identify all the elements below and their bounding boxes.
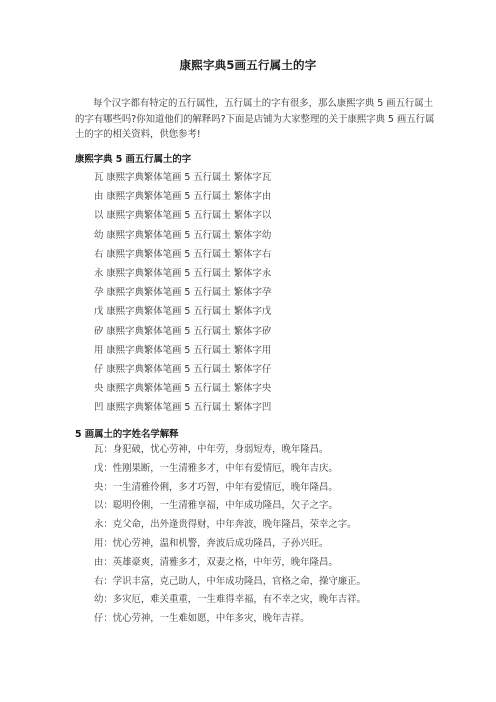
list-item: 凹 康熙字典繁体笔画 5 五行属土 繁体字凹 <box>94 402 272 414</box>
explanation-list <box>94 441 366 629</box>
list-item: 仔：忧心劳神，一生难如愿，中年多灾，晚年吉祥。 <box>94 613 310 625</box>
list-item: 矽 康熙字典繁体笔画 5 五行属土 繁体字矽 <box>94 325 272 337</box>
list-item: 幼：多灾厄，难关重重，一生难得幸福，有不幸之灾，晚年吉祥。 <box>94 594 366 606</box>
list-item: 央：一生清雅伶俐，多才巧智，中年有爱情厄，晚年隆昌。 <box>94 481 338 493</box>
section-heading-explanations: 5 画属土的字姓名学解释 <box>75 429 179 440</box>
list-item: 以：聪明伶俐，一生清雅享福，中年成功隆昌，欠子之字。 <box>94 500 338 512</box>
list-item: 右：学识丰富，克己助人，中年成功隆昌，官格之命，操守廉正。 <box>94 575 366 587</box>
list-item: 幼 康熙字典繁体笔画 5 五行属土 繁体字幼 <box>94 229 272 241</box>
list-item: 仔 康熙字典繁体笔画 5 五行属土 繁体字仔 <box>94 363 272 375</box>
list-item: 永：克父命，出外逢贵得财，中年奔波，晚年隆昌，荣幸之字。 <box>94 519 357 531</box>
list-item: 由：英雄豪爽，清雅多才，双妻之格，中年劳，晚年隆昌。 <box>94 556 338 568</box>
list-item: 瓦：身犯破，忧心劳神，中年劳，身弱短寿，晚年隆昌。 <box>94 444 329 455</box>
list-item: 用 康熙字典繁体笔画 5 五行属土 繁体字用 <box>94 344 272 356</box>
section-heading-characters: 康熙字典 5 画五行属土的字 <box>75 154 192 165</box>
list-item: 瓦 康熙字典繁体笔画 5 五行属土 繁体字瓦 <box>94 172 272 183</box>
intro-paragraph: 每个汉字都有特定的五行属性，五行属土的字有很多，那么康熙字典 5 画五行属土的字有哪些吗?你知道他们的解释吗?下面是店铺为大家整理的关于康熙字典 5 画五行属土的字的相关资料，供您参考! <box>75 98 435 141</box>
list-item: 永 康熙字典繁体笔画 5 五行属土 繁体字永 <box>94 267 272 279</box>
list-item: 由 康熙字典繁体笔画 5 五行属土 繁体字由 <box>94 191 272 203</box>
list-item: 戊：性刚果断，一生清雅多才，中年有爱情厄，晚年吉庆。 <box>94 462 338 474</box>
list-item: 右 康熙字典繁体笔画 5 五行属土 繁体字右 <box>94 248 272 260</box>
document-title: 康熙字典5画五行属土的字 <box>179 58 317 72</box>
list-item: 以 康熙字典繁体笔画 5 五行属土 繁体字以 <box>94 210 272 222</box>
list-item: 戊 康熙字典繁体笔画 5 五行属土 繁体字戊 <box>94 306 272 318</box>
list-item: 用：忧心劳神，温和机警，奔波后成功隆昌，子孙兴旺。 <box>94 537 329 549</box>
character-list <box>94 168 271 417</box>
list-item: 孕 康熙字典繁体笔画 5 五行属土 繁体字孕 <box>94 287 272 299</box>
list-item: 央 康熙字典繁体笔画 5 五行属土 繁体字央 <box>94 383 272 395</box>
